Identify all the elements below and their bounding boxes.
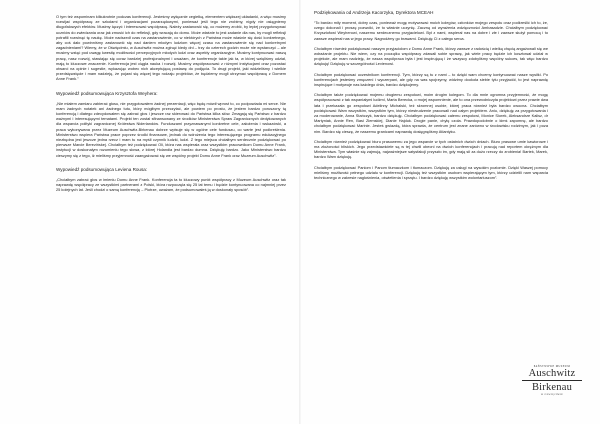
logo-top-text: PAŃSTWOWE MUZEUM <box>533 365 571 368</box>
logo-auschwitz: Auschwitz <box>528 368 576 379</box>
heading-weyher: Wypowiedź podsumowująca Krzysztofa Weyhera: <box>56 90 158 96</box>
kacorzyk-paragraph-4: Chciałbym także podziękować mojemu drugiemu zespołowi, moim drogim kolegom. To dla mnie ogromna przyjemność, że mogę współpracować z tak wspaniałymi ludźmi, Marta Berecka, o mojej wspomnienie, ale to ona przewodniczyła projektowi przez prawie dwa lata i przekazała go zespołowi Adelinny Michalski, też skromnej osobie, której praca również była bardzo owocna. Chciałbym podziękować Wam wszystkim, wszystkim tym, którzy niestrudzenie pracowali nad całym projektem. Aniu, dziękuję za przygotowania i za moderowanie, Anna Stańczyk, bardzo dziękuję. Chciałbym podziękować całemu zespołowi, Monice Siorek, Aleksandrze Kalisz, dr Martyniak, Annie Ren, Basi Ziemskiej, Dianie Hajduk. Drogie panie, chylę czoła. Prawdopodobnie o kimś zapomnę, ale bardzo chciałbym podziękować Marinie. Jesteś gwiazdą, która sprawia, że centrum jest znane zarówno w środowisku rodzimym, jak i poza nim. Bardzo się cieszę, że naszemu granicami naprawdę dosięgnęliśmy Atlantyku. <box>314 92 548 134</box>
logo-birkenau: Birkenau <box>531 382 573 393</box>
kacorzyk-paragraph-6: Chciałbym podziękować Paniom i Panom tłumaczkom i tłumaczom. Dziękuję za usługi na wysokim poziomie. Dzięki Waszej pomocy mieliśmy możliwość pełnego udziału w konferencji. Dziękuję też wszystkim osobom wspierającym tym, którzy udzielili nam wsparcia technicznego w zakresie nagłośnienia, oświetlenia i sprzętu. I bardzo dziękuję wszystkim wolontariuszom”. <box>314 164 548 181</box>
kacorzyk-paragraph-3: Chciałbym podziękować uczestnikom konferencji. Tym, którzy są tu z nami – to dzięki wam chcemy kontynuować nasze wysiłki. Po konferencjach jesteśmy zmęczeni i wyczerpani, ale gdy na was spojrzymy, widzimy dookoła siebie tylu przyjaciół, to jest naprawdę inspirujące i motywuje nas każdego dnia, bardzo dziękujemy. <box>314 71 548 88</box>
heading-kacorzyk: Podziękowania od Andrzeja Kacorzyka, Dyrektora MCEAH <box>314 10 434 15</box>
logo-bottom-text: W OŚWIĘCIMIU <box>540 393 564 396</box>
right-page <box>300 0 600 424</box>
kacorzyk-paragraph-5: Chciałbym również podziękować biuru prasowemu za jego wsparcie w tych ostatnich dwóch dniach. Biuro prasowe umie kawiorowe i ma złożoności bliskich. Jego przedstawiciele są w tej chwili obecni na dwóch konferencjach i pracują nad reportem okrężnym dla Ministerstwa. Tym właśnie się zajmują, najważniejsze satysfakcji przyszło im, gdy mają sił za dużo rzeczy do zrobienia! Bartek, Marek, bardzo Wam dziękuję. <box>314 138 548 160</box>
weyher-paragraph: „Nie miałem zamiaru zabierać głosu, nie przygotowałem żadnej prezentacji, więc będę mówił wprost to, co podpowiada mi serce. Nie mam żadnych notatek ani żadnego tutu, który mógłbym przeczytać, ale powiem po prostu, że jestem bardzo poruszony tą konferencją i dlatego zdecydowałem się zabrać głos i jeszcze raz skierować do Państwa kilka słów. Zmagają się Państwo z bardzo ważnymi i interesującymi tematami. Projekt ten został sfinansowany ze środków Ministerstwa Spraw Zagranicznych dedykowanych dla wsparcia polityki zagranicznej Królestwa Niderlandów. Funduszami przyznawanymi konkretne cele, założenia i wskazówki, a praca wykonywana przez Muzeum Auschwitz-Birkenau dobrze wpisuje się w ogólne cele funduszu, co warte jest podkreślenia. Ministerstwo wspiera Państwa prace poprzez środki finansowe, jednak do wdrożenia tego interesującego programu edukacyjnego niezbędna jest jeszcze jedna rzecz i mam tu na myśli czynnik ludzki, ludzi. Z tego miejsca chciałbym serdecznie podziękować po pierwsze Marcie Berezińskej. Chciałbym też podziękować Oli, która nas wspierała oraz wszystkim pracownikom Domu Anne Frank, instytucji w doskonałym rozumieniu tego słowa, z której Holandia jest bardzo dumna. Dziękuję bardzo. Jako Ministerstwo bardzo cieszymy się z tego, iż mieliśmy przyjemność zaangażować się we wspólny projekt Domu Anne Frank oraz Muzeum Auschwitz”. <box>56 100 286 158</box>
kacorzyk-paragraph-1: “To bardzo miły moment, dobry czas, ponieważ mogę motywować moich kolegów, członków mojego zespołu oraz podkreślić ich to, że, czego dokonali i proszę pozwolić, że to właśnie uczynię. Zaczną od wyrażenia wdzięczności Ambasadzie. Chciałbym podziękować Krzysztofowi Weyherowi, naszemu serdecznemu przyjacielowi. Był z nami, wspierał nas na dobre i złe i zawsze służył pomocą i to zawsze wspierał nas w jego pracy. Nagrodźmy go brawami. Dziękuję Ci z całego serca. <box>314 20 548 41</box>
museum-logo <box>520 365 584 396</box>
heading-rous: Wypowiedź podsumowująca Leviena Rousa: <box>56 166 148 172</box>
intro-paragraph: O tym też wspominam kilkukrotnie podczas konferencji. Jesteśmy wyłącznie cegiełką, elementem większej układanki, a więc musimy rozwijać współpracę ze szkołami i organizacjami pozarządowymi, ponieważ jeśli tego nie zrobimy, nigdy nie osiągniemy długofalowych efektów. Musimy łączyć i interesować współpracę. Należy zastanowić się, co możemy zrobić, by lepiej przygotowywać uczniów do zwiedzania oraz jak zmusić ich do refleksji, gdy wracają do domu. Może właśnie to jest zadanie dla nas, by mogli refleksji potrafili rozwinąć tę naukę. Może nadszedł czas na zastanowienie, co w niektórych z Państwa może właśnie się dość konkretnego, aby coś dało powinniśmy zastanowić się nad daniem młodym ludziom więcej czasu na zastanowienie się nad konkretnymi zagadnieniami? Wiemy, że w Oświęcimiu, w Auschwitz można zginąć kiedy dni – trzy do czterech godzin może nie wystarczyć – ale musimy wziąć pod uwagę kwestię możliwości percepcyjnych młodych ludzi oraz aspekty organizacyjne. Musimy kontynuować naszą pracę, nasz rozwój, stawiając się coraz bardziej profesjonalnymi i uważam, że konferencje takie jak ta, w której wzięliśmy udział, mają to kluczowe znaczenie. Konferencja jest ciągła nauka i rozwój. Musimy współpracować z różnymi instytucjami oraz pozostać otwarci na opinie i sugestie, wykazując wobec nich akceptującą postawę do podjęcia. To drugi projekt, jaki widzieliśmy i wielkie przedsięwzięcie i mam nadzieję, że pojawi się więcej tego rodzaju projektów, że będziemy mogli utrzymać współpracę z Domem Anne Frank.” <box>56 14 286 82</box>
logo-divider <box>522 380 582 381</box>
kacorzyk-paragraph-2: Chciałbym również podziękować naszym przyjaciołom z Domu Anne Frank, którzy zawsze z radością i wielką chęcią angażowali się we wdrażanie projektu. Nie wiem, czy na początku współpracy zdawali sobie sprawę, jak wiele pracy będzie ich kosztował udział w projekcie, ale mam nadzieję, że nasza współpraca była i jest inspirującą i że wszyscy zdobyliśmy wspólny sukces, tak więc bardzo dziękuję! Dziękuję w szczególności Levienowi. <box>314 45 548 67</box>
rous-paragraph: „Chciałbym zabrać głos w imieniu Domu Anne Frank. Konferencja ta to kluczowy punkt współpracy z Muzeum Auschwitz oraz tak naprawdę współpracy ze wszystkimi partnerami z Polski, która rozpoczęła się 25 lat temu i będzie kontynuowana co najmniej przez 25 kolejnych lat. Jeśli chodzi o samą konferencję – Piotrze, uważam, że podsumowałeś ją w doskonały sposób”. <box>56 176 286 193</box>
